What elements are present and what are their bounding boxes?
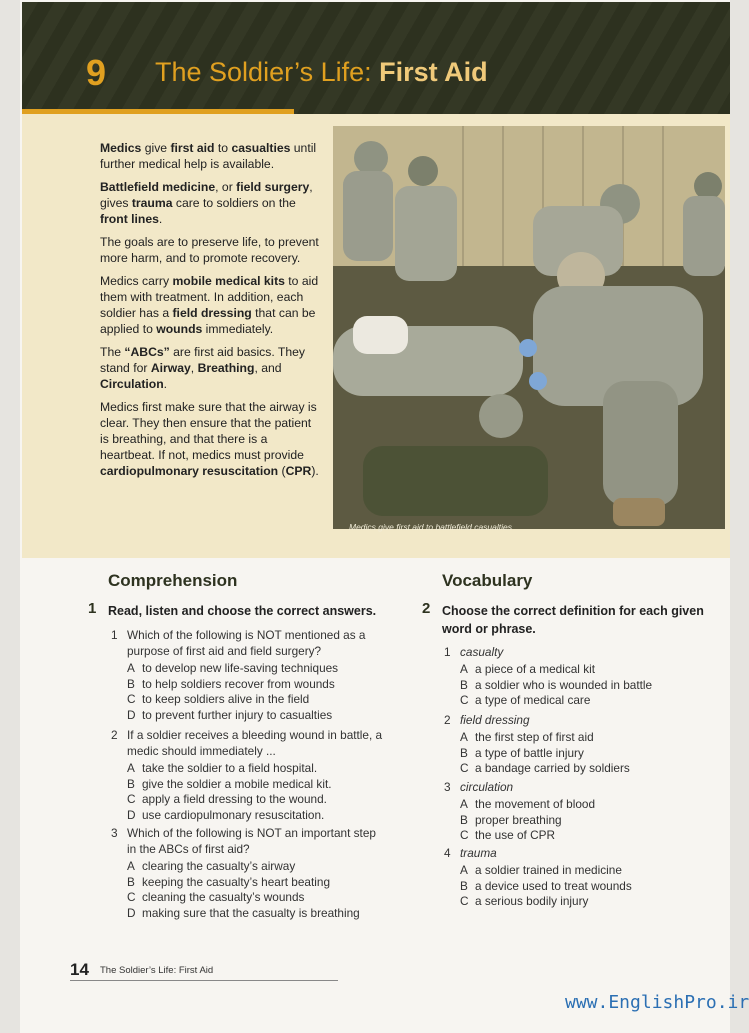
- option-text: cleaning the casualty’s wounds: [142, 890, 305, 905]
- vocab-number: 1: [444, 645, 451, 659]
- option-letter: C: [127, 792, 136, 807]
- vocabulary-instruction: [442, 602, 704, 638]
- option-text: to keep soldiers alive in the field: [142, 692, 310, 707]
- reading-text-segment: ).: [311, 464, 319, 478]
- vocabulary-exercise-number: 2: [422, 600, 431, 617]
- first-aid-illustration: [333, 126, 725, 529]
- question-text: in the ABCs of first aid?: [127, 842, 250, 856]
- reading-text-segment: ,: [190, 361, 198, 375]
- answer-option: [127, 661, 338, 675]
- question-number: 2: [111, 728, 118, 742]
- watermark: www.EnglishPro.ir: [565, 992, 749, 1013]
- reading-paragraph: [100, 399, 322, 479]
- question-text: Which of the following is NOT an important step: [127, 826, 376, 840]
- option-text: the movement of blood: [475, 797, 596, 811]
- key-term: “ABCs”: [124, 345, 170, 359]
- reading-text-segment: .: [163, 377, 168, 391]
- option-text: proper breathing: [475, 812, 562, 827]
- key-term: Airway: [150, 361, 191, 375]
- answer-option: [127, 792, 327, 806]
- key-term: Breathing: [197, 361, 255, 375]
- page-number: 14: [70, 960, 89, 979]
- option-letter: B: [460, 878, 468, 893]
- definition-option: [460, 863, 622, 877]
- option-letter: C: [127, 692, 136, 707]
- option-letter: D: [127, 906, 136, 921]
- definition-option: [460, 662, 595, 676]
- option-text: to help soldiers recover from wounds: [142, 676, 335, 691]
- option-letter: A: [460, 863, 468, 877]
- option-letter: A: [460, 730, 468, 744]
- comprehension-exercise-number: 1: [88, 600, 97, 617]
- reading-text-segment: , and: [254, 361, 282, 375]
- option-text: to develop new life-saving techniques: [142, 661, 339, 675]
- answer-option: [127, 777, 332, 791]
- reading-paragraph: [100, 273, 322, 337]
- option-letter: A: [127, 661, 135, 675]
- reading-text-segment: are first aid basics. They stand for: [100, 345, 306, 375]
- definition-option: [460, 761, 630, 775]
- question-text: medic should immediately ...: [127, 744, 276, 758]
- vocab-term: circulation: [460, 780, 514, 794]
- option-text: a device used to treat wounds: [475, 878, 632, 893]
- vocab-number: 4: [444, 846, 451, 860]
- key-term: mobile medical kits: [172, 274, 285, 288]
- answer-option: [127, 808, 324, 822]
- key-term: CPR: [285, 464, 312, 478]
- option-letter: B: [127, 874, 135, 889]
- chapter-title: [155, 57, 488, 88]
- option-text: to prevent further injury to casualties: [142, 708, 333, 723]
- definition-option: [460, 813, 562, 827]
- option-text: a type of medical care: [475, 693, 591, 708]
- vocabulary-instruction-line: word or phrase.: [442, 622, 536, 636]
- reading-text-segment: that can be applied to: [100, 306, 316, 336]
- vocab-term: trauma: [460, 846, 497, 860]
- option-letter: C: [460, 894, 469, 909]
- option-text: a piece of a medical kit: [475, 662, 595, 676]
- key-term: cardiopulmonary resuscitation: [100, 464, 279, 478]
- vocab-number: 3: [444, 780, 451, 794]
- option-letter: A: [460, 797, 468, 811]
- answer-option: [127, 692, 309, 706]
- option-letter: A: [127, 761, 135, 775]
- reading-text-segment: , or: [215, 180, 237, 194]
- answer-option: [127, 875, 330, 889]
- option-text: the use of CPR: [475, 828, 555, 843]
- definition-option: [460, 894, 588, 908]
- option-text: a bandage carried by soldiers: [475, 761, 630, 776]
- option-letter: C: [127, 890, 136, 905]
- reading-paragraph: [100, 140, 322, 172]
- option-text: keeping the casualty’s heart beating: [142, 874, 331, 889]
- comprehension-title: Comprehension: [108, 571, 238, 590]
- key-term: field surgery: [236, 180, 310, 194]
- footer-title: The Soldier’s Life: First Aid: [100, 965, 214, 976]
- answer-option: [127, 906, 360, 920]
- option-text: making sure that the casualty is breathing: [142, 906, 360, 921]
- reading-text-segment: , gives: [100, 180, 313, 210]
- vocab-term: field dressing: [460, 713, 530, 727]
- reading-text-segment: immediately.: [202, 322, 274, 336]
- answer-option: [127, 890, 304, 904]
- definition-option: [460, 828, 555, 842]
- photo-caption: Medics give first aid to battlefield casualties: [349, 522, 512, 532]
- key-term: wounds: [156, 322, 203, 336]
- option-text: a soldier trained in medicine: [475, 863, 622, 877]
- key-term: first aid: [170, 141, 215, 155]
- reading-text-segment: care to soldiers on the: [172, 196, 296, 210]
- option-letter: D: [127, 808, 136, 823]
- key-term: Circulation: [100, 377, 164, 391]
- reading-text-segment: The: [100, 345, 125, 359]
- key-term: casualties: [231, 141, 291, 155]
- reading-text: [100, 140, 322, 486]
- comprehension-instruction: Read, listen and choose the correct answers.: [108, 604, 377, 618]
- reading-text-segment: (: [278, 464, 286, 478]
- footer-divider: [70, 980, 338, 981]
- option-text: apply a field dressing to the wound.: [142, 792, 327, 807]
- option-letter: C: [460, 761, 469, 776]
- question-text: If a soldier receives a bleeding wound in battle, a: [127, 728, 383, 742]
- definition-option: [460, 730, 594, 744]
- key-term: field dressing: [172, 306, 252, 320]
- option-text: a type of battle injury: [475, 745, 584, 760]
- reading-paragraph: [100, 179, 322, 227]
- question-number: 1: [111, 628, 118, 642]
- definition-option: [460, 746, 584, 760]
- option-text: clearing the casualty’s airway: [142, 859, 296, 873]
- option-text: a soldier who is wounded in battle: [475, 677, 653, 692]
- answer-option: [127, 677, 335, 691]
- option-text: the first step of first aid: [475, 730, 594, 744]
- vocab-term: casualty: [460, 645, 504, 659]
- chapter-title-bold: First Aid: [379, 57, 488, 87]
- chapter-title-prefix: The Soldier’s Life:: [155, 57, 380, 87]
- question-text: Which of the following is NOT mentioned as a: [127, 628, 366, 642]
- answer-option: [127, 708, 332, 722]
- option-letter: B: [127, 776, 135, 791]
- reading-text-segment: give: [141, 141, 171, 155]
- vocabulary-instruction-line: Choose the correct definition for each given: [442, 604, 704, 618]
- option-letter: A: [127, 859, 135, 873]
- reading-paragraph: [100, 344, 322, 392]
- reading-text-segment: The goals are to preserve life, to prevent more harm, and to promote recovery.: [100, 235, 319, 265]
- vocabulary-title: Vocabulary: [442, 571, 533, 590]
- option-letter: B: [460, 677, 468, 692]
- key-term: front lines: [100, 212, 159, 226]
- definition-option: [460, 693, 590, 707]
- reading-text-segment: to aid them with treatment. In addition, each soldier has a: [100, 274, 319, 320]
- reading-paragraph: [100, 234, 322, 266]
- question-number: 3: [111, 826, 118, 840]
- option-letter: A: [460, 662, 468, 676]
- definition-option: [460, 678, 652, 692]
- option-text: take the soldier to a field hospital.: [142, 761, 318, 775]
- reading-text-segment: until further medical help is available.: [100, 141, 317, 171]
- reading-text-segment: Medics carry: [100, 274, 173, 288]
- key-term: Battlefield medicine: [100, 180, 216, 194]
- key-term: trauma: [131, 196, 173, 210]
- reading-text-segment: to: [214, 141, 232, 155]
- vocab-number: 2: [444, 713, 451, 727]
- key-term: Medics: [100, 141, 142, 155]
- option-text: use cardiopulmonary resuscitation.: [142, 808, 325, 823]
- option-letter: B: [460, 745, 468, 760]
- question-text: purpose of first aid and field surgery?: [127, 644, 322, 658]
- option-letter: B: [460, 812, 468, 827]
- chapter-number: 9: [86, 52, 107, 93]
- soldiers-photo: [333, 126, 725, 529]
- reading-text-segment: Medics first make sure that the airway is clear. They then ensure that the patient is breathing, and that there is a heartbeat. If not, medics must provide: [100, 400, 317, 462]
- option-letter: C: [460, 828, 469, 843]
- option-text: give the soldier a mobile medical kit.: [142, 776, 332, 791]
- answer-option: [127, 761, 317, 775]
- option-text: a serious bodily injury: [475, 894, 589, 909]
- option-letter: C: [460, 693, 469, 708]
- definition-option: [460, 879, 632, 893]
- reading-text-segment: .: [158, 212, 163, 226]
- answer-option: [127, 859, 295, 873]
- option-letter: D: [127, 708, 136, 723]
- option-letter: B: [127, 676, 135, 691]
- definition-option: [460, 797, 595, 811]
